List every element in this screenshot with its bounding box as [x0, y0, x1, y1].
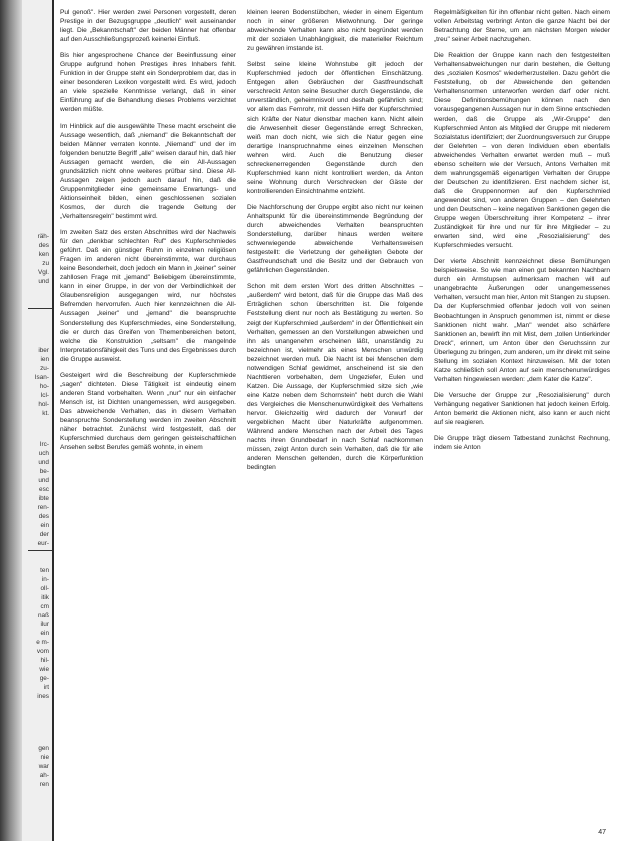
sliver-word: oll- — [40, 585, 49, 592]
sliver-rule — [28, 308, 54, 309]
sliver-word: ien — [40, 356, 49, 363]
sliver-rule — [28, 550, 54, 551]
sliver-word: uch — [38, 450, 49, 457]
sliver-word: ren- — [37, 504, 49, 511]
sliver-word: in- — [41, 576, 49, 583]
sliver-word: und — [38, 459, 49, 466]
sliver-word: ge- — [39, 675, 49, 682]
page-number: 47 — [598, 829, 606, 836]
sliver-word: der — [39, 531, 49, 538]
paragraph: Bis hier angesprochene Chance der Beeinflussung einer Gruppe aufgrund hohen Prestiges ihres Inhabers fehlt. Funktion in der Gruppe steht ein Sonderproblem dar, das in einer besonderen Lexikon vorgestellt wird. Es wird, jedoch an viele spezielle Kenntnisse verlangt, daß in einer Einführung auf die Behandlung dieses Problems verzichtet werden müßte. — [60, 52, 236, 114]
paragraph: Pul genoß". Hier werden zwei Personen vorgestellt, deren Prestige in der Bezugsgruppe „deutlich" weit auseinander liegt. Die „Bekanntschaft" der beiden Männer hat offenbar auf den Ausschließungsprozeß keinerlei Einfluß. — [60, 9, 236, 44]
sliver-word: be- — [39, 468, 49, 475]
sliver-word: wie — [39, 666, 49, 673]
paragraph: Die Versuche der Gruppe zur „Resozialisierung" durch Verhängung negativer Sanktionen hat jedoch keinen Erfolg. Anton bemerkt die Aktionen nicht, also kann er auch nicht auf sie reagieren. — [434, 391, 610, 427]
sliver-word: des — [38, 242, 49, 249]
paragraph: Gesteigert wird die Beschreibung der Kupferschmiede „sagen" dichteten. Diese Tätigkeit ist eindeutig einem anderen Stand vorbehalten. Wenn „nur" nur ein einfacher Mensch ist, ist Dichten unangemessen, wird ausgegeben. Das abweichende Verhalten, das in diesem Verhalten beanspruchte Sonderstellung werden im zweiten Abschnitt näher betrachtet. Zunächst wird festgestellt, daß der Kupferschmied durchaus dem geringen geisteischaftlichen Ansehen selbst Berufes gemäß wohnte, in einem — [60, 371, 236, 452]
sliver-word: ah- — [39, 772, 49, 779]
sliver-word: Isan- — [34, 374, 49, 381]
sliver-word: und — [38, 278, 49, 285]
sliver-word: ilur — [40, 621, 49, 628]
sliver-word: itik — [41, 594, 49, 601]
sliver-word: iber — [38, 347, 49, 354]
paragraph: Selbst seine kleine Wohnstube gilt jedoch der Kupferschmied jedoch der öffentlichen Einschätzung. Entgegen allen Gebräuchen der Gastfreundschaft verschreckt Anton seine Besucher durch Gegenstände, die unverständlich, geheimnisvoll und deshalb gefährlich sind; vor allem das Fernrohr, mit dessen Hilfe der Kupferschmied sich Kräfte der Natur dienstbar machen kann. Nicht allein die Anwesenheit dieser Gegenstände erregt Schrecken, weiß man doch nicht, wie sich die Natur gegen eine derartige Inanspruchnahme eines einzelnen Menschen wehren wird. Auch die Benutzung dieser schreckenerregenden Gegenstände durch den Kupferschmied kann nicht kontrolliert werden, da Anton seine Wohnung durch Verschrecken der Gäste der kontrollierenden Einsichtnahme entzieht. — [247, 61, 423, 195]
sliver-word: ho- — [39, 383, 49, 390]
page-binding-shadow — [0, 0, 22, 841]
paragraph: Die Nachforschung der Gruppe ergibt also nicht nur keinen Anhaltspunkt für die übereinstimmende Begründung der durch abweichendes Verhalten beanspruchten Sonderstellung, darüber hinaus werden weitere schwerwiegende abweichende Verhaltensweisen festgestellt: die Verletzung der geheiligten Gebote der Gastfreundschaft und die Besitz und der Gebrauch von gefährlichen Gegenständen. — [247, 203, 423, 275]
sliver-word: irt — [43, 684, 49, 691]
sliver-word: ten — [40, 567, 49, 574]
paragraph: kleinen leeren Bodenstübchen, wieder in einem Eigentum noch in einer größeren Mietwohnung. Der geringe abweichende Verhalten kann also nicht begründet werden mit der sozialen Unabhängigkeit, die materieller Reichtum zu gewähren imstande ist. — [247, 9, 423, 53]
paragraph: Die Reaktion der Gruppe kann nach den festgestellten Verhaltensabweichungen nur darin bestehen, die Geltung des „sozialen Kosmos" wiederherzustellen. Dazu gehört die Feststellung, ob der Abweichende den geltenden Verhaltensnormen unterworfen werden darf oder nicht. Diese Definitionsbemühungen können nach den vorausgegangenen Aussagen nur in dem Sinne entschieden werden, daß die Gruppe als „Wir-Gruppe" den Kupferschmied Anton als Mitglied der Gruppe mit niederem Sozialstatus identifiziert; der Zuordnungsversuch zur Gruppe der Gelehrten – von deren Individuen eben ebenfalls abweichendes Verhalten erwartet werden muß – muß ebenso scheitern wie der Versuch, Antons Verhalten mit dem wahrungsgemäß eigenartigen Verhalten der Gruppe der Deutschen zu identifizieren. Erst nachdem sicher ist, daß die Gruppennormen auf den Kupferschmied angewendet sind, von anderen Gruppen – den Gelehrten und den Deutschen – keine negativen Sanktionen gegen die Gruppe wegen Überschreitung ihrer Kompetenz – ihrer Zuständigkeit für ihre und nur für ihre Mitglieder – zu erwarten sind, wird eine „Resozialisierung" des Kupferschmiedes versucht. — [434, 52, 610, 250]
sliver-word: naß — [37, 612, 49, 619]
sliver-word: kt. — [42, 410, 49, 417]
sliver-fragment-block-3 — [24, 440, 52, 548]
sliver-fragment-block-5 — [24, 744, 52, 789]
sliver-word: war — [38, 763, 49, 770]
sliver-word: Vgl. — [37, 269, 49, 276]
sliver-word: ken — [38, 251, 49, 258]
sliver-word: Icl- — [40, 392, 49, 399]
sliver-word: cm — [40, 603, 49, 610]
sliver-word: zu — [42, 260, 49, 267]
page-body — [58, 8, 610, 836]
sliver-word: vom — [36, 648, 49, 655]
adjacent-page-sliver — [22, 0, 54, 841]
sliver-word: ines — [37, 693, 49, 700]
sliver-word: hol- — [38, 401, 49, 408]
sliver-word: räh- — [37, 233, 49, 240]
sliver-word: hil- — [40, 657, 49, 664]
sliver-word: e m- — [36, 639, 49, 646]
sliver-word: esc — [39, 486, 49, 493]
sliver-fragment-block-2 — [24, 346, 52, 418]
paragraph: Der vierte Abschnitt kennzeichnet diese Bemühungen beispielsweise. So wie man einen gut bekannten Nachbarn durch ein Armstupsen aufmerksam machen will auf unangebrachte Äußerungen oder unangemessenes Verhalten, versucht man hier, Anton mit Stangen zu stupsen. Da der Kupferschmied offenbar jedoch voll von seinen Beobachtungen in Anspruch genommen ist, nimmt er diese Sanktionen nicht wahr. „Man" wendet also schärfere Sanktionen an, bewirft ihn mit Mist, dem „tollen Untierkinder Dreck", erinnert, um Anton über den Geruchssinn zur Überlegung zu bringen, zum anderen, um ihr direkt mit seine Stellung im sozialen Kontext hinzuweisen. Mit der toten Katze schließlich soll Anton auf sein menschenunwürdiges Verhalten hingewiesen werden: „dem Kater die Katze". — [434, 258, 610, 383]
sliver-word: ibte — [38, 495, 49, 502]
paragraph: Im Hinblick auf die ausgewählte These macht erscheint die Aussage wesentlich, daß „niemand" die Bekanntschaft der beiden Männer verraten konnte. „Niemand" und der im folgenden benutzte Begriff „alle" weisen darauf hin, daß hier Aussagen gemacht werden, die ein All-Aussagen grundsätzlich nicht ohne weiteres prüfbar sind. Diese All-Aussagen zeigen jedoch auch darauf hin, daß die Gruppenmitglieder eine gemeinsame Erwartungs- und Aktionseinheit bilden, einen geschlossenen sozialen Kosmos, der durch die tragende Geltung der „Verhaltensregeln" bestimmt wird. — [60, 122, 236, 220]
paragraph: Schon mit dem ersten Wort des dritten Abschnittes – „außerdem" wird betont, daß für die Gruppe das Maß des Erträglichen schon überschritten ist. Die folgende Feststellung dient nur noch als Bestätigung zu werten. So zeigt der Kupferschmied „außerdem" in der Öffentlichkeit ein Verhalten, gemessen an den Vorstellungen abweichen und ihn als unangenehm erscheinen läßt, unanständig zu bezeichnen ist, vielmehr als eines Menschen unwürdig bezeichnet werden muß. Die Nacht ist bei Menschen dem notwendigen Schlaf gewidmet, anscheinend ist sie den Nachttieren vorbehalten, dem Ungeziefer, Eulen und Katzen. Die Aussage, der Kupferschmied sitze sich „wie eine Katze neben dem Schornstein" hebt durch die Wahl des Vergleiches die Menschenunwürdigkeit des Verhaltens hervor. Gleichzeitig wird dadurch der Vorwurf der vergeblichen Macht über Naturkräfte aufgenommen. Während andere Menschen nach der Arbeit des Tages nachts ihren Grundbedarf in nach Schlaf nachkommen müssen, zeigt Anton durch sein Verhalten, daß die für alle anderen Menschen geltenden, durch die Körperfunktion bedingten — [247, 283, 423, 472]
sliver-word: gen — [38, 745, 49, 752]
text-column-3 — [434, 8, 610, 818]
sliver-fragment-block-4 — [24, 566, 52, 701]
text-column-1 — [60, 8, 236, 818]
paragraph: Die Gruppe trägt diesem Tatbestand zunächst Rechnung, indem sie Anton — [434, 435, 610, 452]
sliver-word: ren — [39, 781, 49, 788]
sliver-word: eur- — [37, 540, 49, 547]
paragraph: Regelmäßigkeiten für ihn offenbar nicht gelten. Nach einem vollen Arbeitstag verbringt Anton die ganze Nacht bei der Betrachtung der Sterne, um am nächsten Morgen wieder „treu" seiner Arbeit nachzugehen. — [434, 9, 610, 44]
sliver-word: zu- — [40, 365, 49, 372]
paragraph: Im zweiten Satz des ersten Abschnittes wird der Nachweis für den „denkbar schlechten Ruf" des Kupferschmiedes geführt. Daß ein günstiger Ruhm in einzelnen religiösen Fragen im anderen nicht übereinstimmte, war durchaus keine Besonderheit, doch jedoch ein Mann in „keiner" seiner zahllosen Frage mit „jemand" Beliebigem übereinstimmte, kann in einer Gruppe, in der von der Verbindlichkeit der Glaubensreligion ausgegangen wird, nur höchstes Befremden hervorrufen. Auch hier kennzeichnen die All-Aussagen „keiner" und „jemand" die beanspruchte Sonderstellung des Kupferschmiedes, eine Sonderstellung, die er durch das Greifen von Themenbereichen betont, welche die Konstruktion „seltsam" die mangelnde Interpretationsfähigkeit des Tuns und des Ergebnisses durch die Gruppe ausweist. — [60, 229, 236, 363]
sliver-fragment-block-1 — [24, 232, 52, 286]
sliver-word: nie — [40, 754, 49, 761]
sliver-word: des — [38, 513, 49, 520]
text-column-2 — [247, 8, 423, 818]
sliver-word: ein — [40, 630, 49, 637]
sliver-word: und — [38, 477, 49, 484]
sliver-word: ein — [40, 522, 49, 529]
sliver-word: Irc- — [39, 441, 49, 448]
